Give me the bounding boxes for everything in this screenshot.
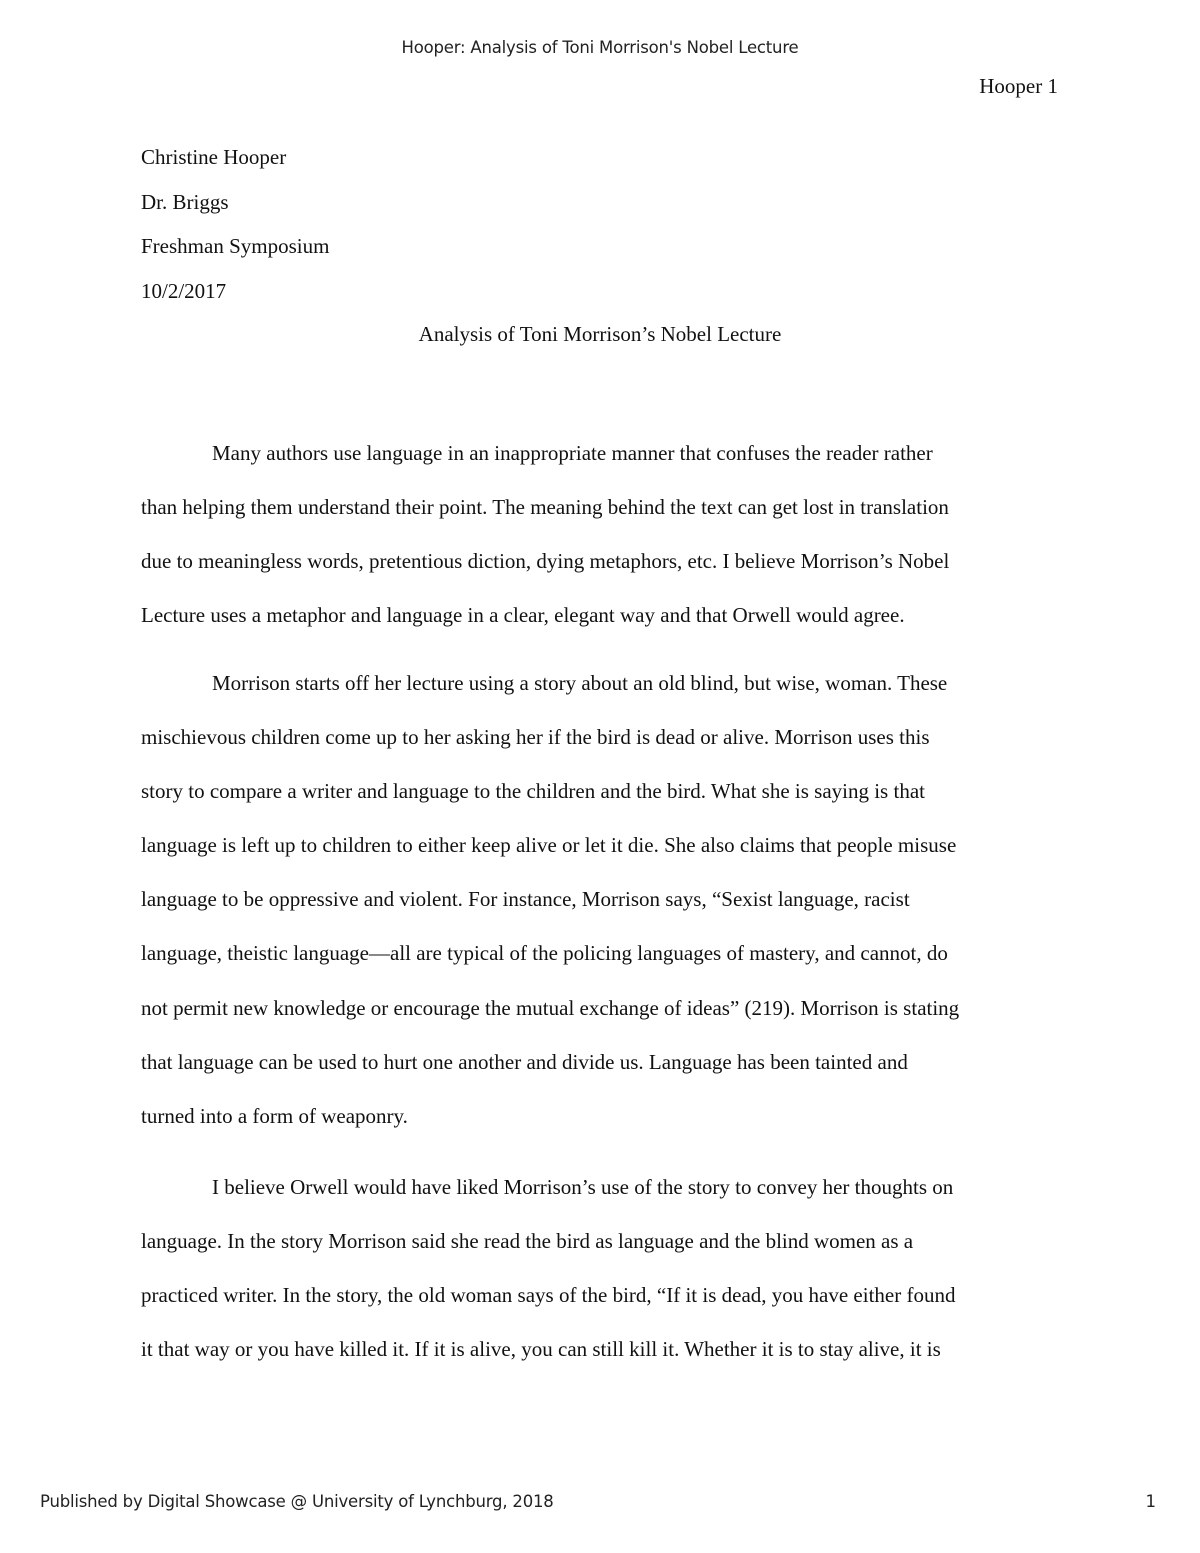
paragraph-2 <box>141 667 1061 1154</box>
paragraph-line: story to compare a writer and language to the children and the bird. What she is saying is that <box>141 779 925 804</box>
paragraph-line: practiced writer. In the story, the old woman says of the bird, “If it is dead, you have either found <box>141 1283 956 1308</box>
paragraph-line: Morrison starts off her lecture using a story about an old blind, but wise, woman. These <box>212 671 948 695</box>
footer-publisher: Published by Digital Showcase @ University of Lynchburg, 2018 <box>40 1492 554 1511</box>
paragraph-1 <box>141 437 1061 653</box>
footer-page-number: 1 <box>1145 1492 1156 1511</box>
paragraph-line: Lecture uses a metaphor and language in a clear, elegant way and that Orwell would agree. <box>141 603 905 628</box>
paragraph-3 <box>141 1171 1061 1387</box>
paragraph-line: language to be oppressive and violent. For instance, Morrison says, “Sexist language, racist <box>141 887 910 912</box>
paragraph-line: I believe Orwell would have liked Morrison’s use of the story to convey her thoughts on <box>212 1175 954 1199</box>
paragraph-line: that language can be used to hurt one another and divide us. Language has been tainted and <box>141 1049 908 1074</box>
essay-title: Analysis of Toni Morrison’s Nobel Lecture <box>418 322 782 346</box>
paragraph-line: language, theistic language—all are typical of the policing languages of mastery, and cannot, do <box>141 941 948 966</box>
page-header-number: Hooper 1 <box>979 74 1058 98</box>
paragraph-line: than helping them understand their point. The meaning behind the text can get lost in translation <box>141 495 949 520</box>
paragraph-line: not permit new knowledge or encourage the mutual exchange of ideas” (219). Morrison is stating <box>141 995 960 1020</box>
running-header: Hooper: Analysis of Toni Morrison's Nobel Lecture <box>401 38 799 57</box>
mla-heading <box>141 141 1061 319</box>
course-name: Freshman Symposium <box>141 234 330 258</box>
instructor-name: Dr. Briggs <box>141 189 229 214</box>
paragraph-line: due to meaningless words, pretentious diction, dying metaphors, etc. I believe Morrison’s Nobel <box>141 549 950 574</box>
paragraph-line: it that way or you have killed it. If it is alive, you can still kill it. Whether it is to stay alive, it is <box>141 1337 941 1362</box>
paragraph-line: mischievous children come up to her asking her if the bird is dead or alive. Morrison uses this <box>141 725 930 750</box>
paragraph-line: turned into a form of weaponry. <box>141 1103 408 1128</box>
paragraph-line: language is left up to children to either keep alive or let it die. She also claims that people misuse <box>141 833 957 858</box>
author-name: Christine Hooper <box>141 145 287 169</box>
paragraph-line: Many authors use language in an inappropriate manner that confuses the reader rather <box>212 441 933 465</box>
paragraph-line: language. In the story Morrison said she read the bird as language and the blind women as a <box>141 1229 914 1254</box>
submission-date: 10/2/2017 <box>141 278 227 303</box>
